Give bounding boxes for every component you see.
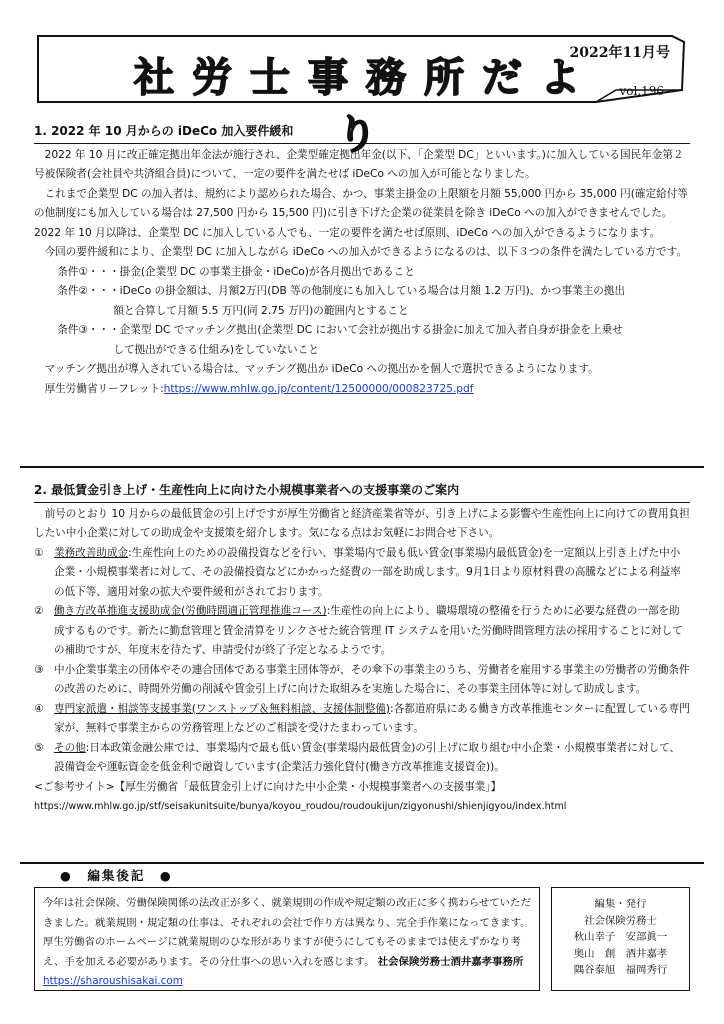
section-wage-title: 2. 最低賃金引き上げ・生産性向上に向けた小規模事業者への支援事業のご案内	[34, 481, 690, 503]
item-number: ④	[34, 702, 44, 715]
item-text: :日本政策金融公庫では、事業場内で最も低い賃金(事業場内最低賃金)の引上げに取り組む中小企業・小規模事業者に対して、設備資金や運転資金を低金利で融資しています(企業活力強化貸付(働き方改革推進支援資金))。	[54, 741, 681, 773]
paragraph: 今回の要件緩和により、企業型 DC に加入しながら iDeCo への加入ができるようになるのは、以下３つの条件を満たしている方です。	[44, 246, 687, 258]
leaflet-link[interactable]: https://www.mhlw.go.jp/content/12500000/000823725.pdf	[163, 382, 474, 395]
item-number: ②	[34, 605, 44, 617]
editorial-box	[34, 887, 540, 991]
support-item-2	[34, 602, 690, 661]
item-name: 業務改善助成金	[54, 546, 129, 559]
item-text: :生産性の向上により、職場環境の整備を行うために必要な経費の一部を助成するものです。新たに勤怠管理と賃金清算をリンクさせた統合管理 IT システムを用いた労働時間管理方法の採用することに対しての補助ですが、年度末を待たず、申請受付が終了予定となるようです。	[54, 605, 683, 656]
staff-box	[551, 887, 690, 991]
section-divider	[20, 466, 704, 468]
editorial-title: ● 編集後記 ●	[60, 868, 173, 883]
editorial-header	[20, 862, 704, 886]
item-name: その他	[54, 741, 86, 754]
staff-line: 隅谷泰旭 福岡秀行	[573, 964, 668, 976]
staff-line: 編集・発行	[594, 898, 647, 910]
paragraph: マッチング拠出が導入されている場合は、マッチング拠出か iDeCo への拠出かを個人で選択できるようになります。	[44, 363, 599, 375]
item-number: ⑤	[34, 741, 44, 754]
staff-line: 秋山幸子 安部眞一	[573, 931, 668, 943]
condition-2	[34, 282, 690, 321]
reference-label: <ご参考サイト>【厚生労働省「最低賃金引上げに向けた中小企業・小規模事業者への支援事業」】	[34, 780, 502, 793]
leaflet-line	[34, 380, 690, 400]
item-number: ①	[34, 546, 44, 559]
editorial-signature: 社会保険労務士酒井嘉孝事務所	[377, 955, 524, 968]
paragraph: これまで企業型 DC の加入者は、規約により認められた場合、かつ、事業主掛金の上限額を月額 55,000 円から 35,000 円(確定給付等の他制度にも加入している場合は 27,500 円から 15,500 円)に引き下げた企業の従業員を除き iDeCo への加入ができませんでした。2022 年 10 月以降は、企業型 DC に加入している人でも、一定の要件を満たせば原則、iDeCo への加入ができるようになります。	[34, 187, 688, 239]
reference-url[interactable]: https://www.mhlw.go.jp/stf/seisakunitsuite/bunya/koyou_roudou/roudoukijun/zigyonushi/shienjigyou/index.html	[34, 801, 567, 812]
item-number: ③	[34, 663, 44, 676]
paragraph: 前号のとおり 10 月からの最低賃金の引上げですが厚生労働省と経済産業省等が、引き上げによる影響や生産性向上に向けての費用負担したい中小企業に対しての助成金や支援策を紹介します。気になる点はお気軽にお問合せ下さい。	[34, 507, 690, 539]
issue-volume: vol.196	[619, 84, 664, 98]
condition-3	[34, 321, 690, 360]
support-item-3	[34, 661, 690, 700]
office-link[interactable]: https://sharoushisakai.com	[43, 975, 183, 988]
editorial-body: 今年は社会保険、労働保険関係の法改正が多く、就業規則の作成や規定類の改正に多く携わらせていただきました。就業規則・規定類の仕事は、それぞれの会社で作り方は異なり、完全手作業になってきます。厚生労働省のホームページに就業規則のひな形がありますが使うにしてもそのままでは使えずかなり考え、手を加える必要があります。その分仕事への思い入れを感じます。	[43, 897, 531, 968]
condition-3-line2: して拠出ができる仕組み)をしていないこと	[113, 343, 319, 356]
item-name: 専門家派遣・相談等支援事業(ワンストップ＆無料相談、支援体制整備)	[54, 702, 391, 715]
leaflet-label: 厚生労働省リーフレット:	[44, 382, 164, 395]
support-item-5	[34, 739, 690, 778]
section-ideco	[34, 122, 690, 399]
condition-2-line1: 条件②・・・iDeCo の掛金額は、月額2万円(DB 等の他制度にも加入している場合は月額 1.2 万円)、かつ事業主の拠出	[57, 285, 626, 297]
staff-line: 社会保険労務士	[584, 914, 657, 927]
condition-2-line2: 額と合算して月額 5.5 万円(同 2.75 万円)の範囲内とすること	[113, 304, 409, 317]
item-text: :各都道府県にある働き方改革推進センターに配置している専門家が、無料で事業主からの労務管理上などのご相談を受けたまわっています。	[54, 702, 690, 734]
newsletter-title: 社労士事務所だより	[134, 55, 598, 158]
issue-date: 2022年11月号	[569, 45, 670, 61]
item-text: 中小企業事業主の団体やその連合団体である事業主団体等が、その傘下の事業主のうち、労働者を雇用する事業主の労働者の労働条件の改善のために、時間外労働の削減や賃金引上げに向けた取組みを実施した場合に、その事業主団体等に対して助成します。	[54, 663, 690, 695]
condition-1: 条件①・・・掛金(企業型 DC の事業主掛金・iDeCo)が各月拠出であること	[57, 265, 415, 278]
item-name: 働き方改革推進支援助成金(労働時間適正管理推進コース)	[54, 605, 327, 617]
condition-3-line1: 条件③・・・企業型 DC でマッチング拠出(企業型 DC において会社が拠出する掛金に加えて加入者自身が掛金を上乗せ	[57, 324, 623, 336]
paragraph: 2022 年 10 月に改正確定拠出年金法が施行され、企業型確定拠出年金(以下、「企業型 DC」といいます。)に加入している国民年金第２号被保険者(会社員や共済組合員)について、一定の要件を満たせば iDeCo への加入が可能となりました。	[34, 148, 684, 180]
section-ideco-title: 1. 2022 年 10 月からの iDeCo 加入要件緩和	[34, 122, 690, 144]
staff-line: 奥山 創 酒井嘉孝	[573, 947, 668, 960]
support-item-1	[34, 544, 690, 603]
item-text: :生産性向上のための設備投資などを行い、事業場内で最も低い賃金(事業場内最低賃金)を一定額以上引き上げた中小企業・小規模事業者に対して、その設備投資などにかかった経費の一部を助成します。9月1日より原材料費の高騰などによる利益率の低下等、適用対象の拡大や要件緩和がされております。	[54, 546, 681, 598]
support-item-4	[34, 700, 690, 739]
section-minimum-wage	[34, 481, 690, 817]
